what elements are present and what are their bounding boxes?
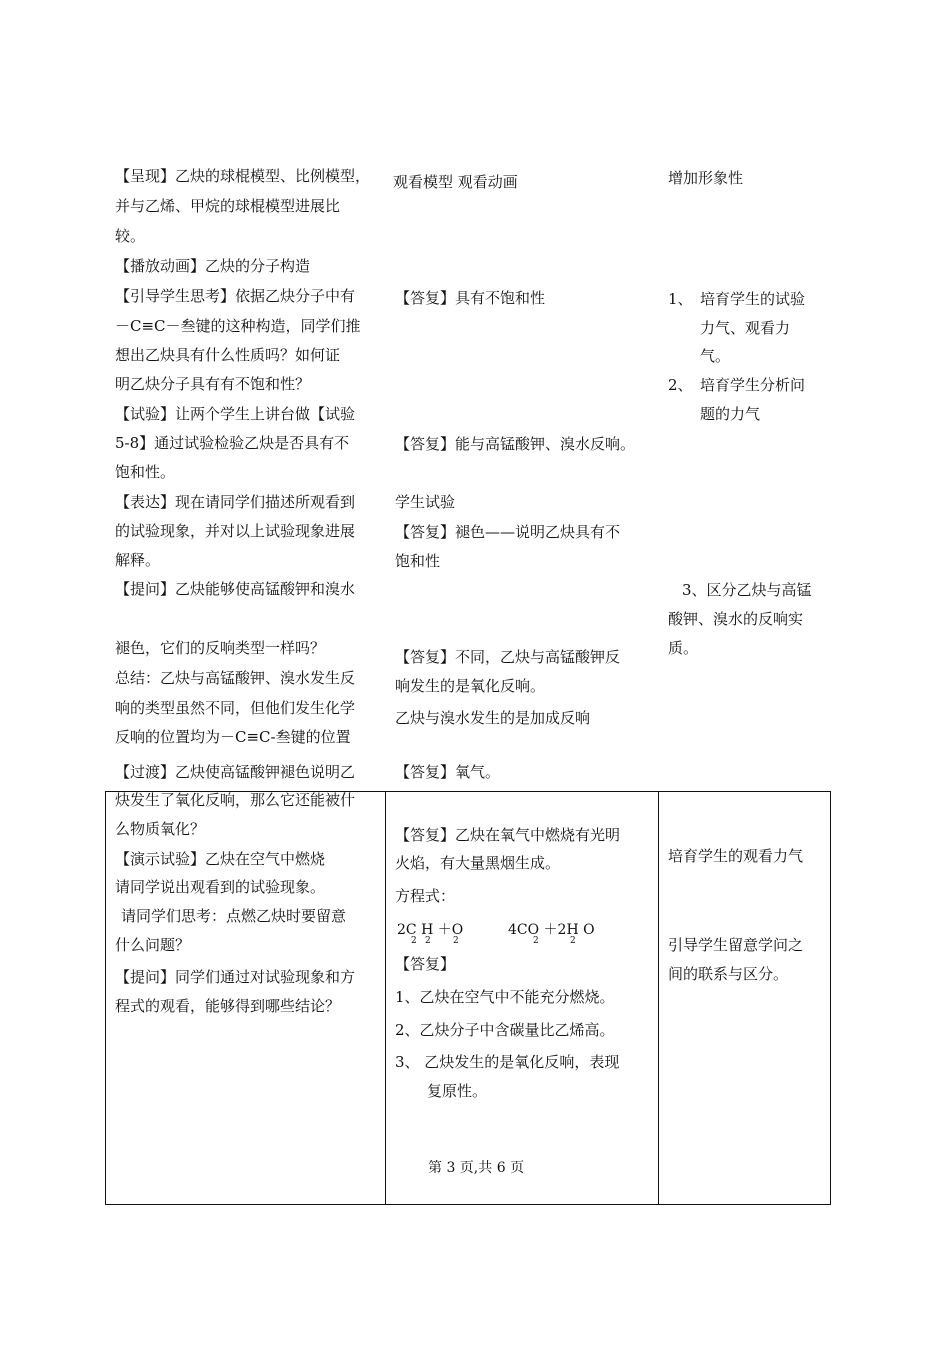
teacher-line-18: 响的类型虽然不同，但他们发生化学 bbox=[115, 699, 356, 717]
teacher-line-28: 程式的观看，能够得到哪些结论？ bbox=[115, 997, 341, 1015]
student-line-16: 2、乙炔分子中含碳量比乙烯高。 bbox=[395, 1021, 615, 1039]
teacher-line-1: 【呈现】乙炔的球棍模型、比例模型， bbox=[115, 167, 371, 185]
teacher-line-22: 么物质氧化？ bbox=[115, 820, 206, 838]
intent-line-8: 酸钾、溴水的反响实 bbox=[668, 610, 804, 628]
subscript-co2: 2 bbox=[533, 936, 539, 946]
student-line-1: 观看模型 观看动画 bbox=[393, 173, 518, 191]
teacher-line-20: 【过渡】乙炔使高锰酸钾褪色说明乙 bbox=[115, 763, 356, 781]
equation-left: 2C H ＋O bbox=[397, 922, 464, 938]
student-line-17: 3、 乙炔发生的是氧化反响，表现 bbox=[395, 1053, 620, 1071]
student-line-13: 方程式： bbox=[395, 887, 456, 905]
student-line-5: 【答复】褪色——说明乙炔具有不 bbox=[395, 523, 621, 541]
intent-line-1: 增加形象性 bbox=[668, 169, 744, 187]
intent-line-3: 力气、观看力 bbox=[700, 319, 791, 337]
student-line-3: 【答复】能与高锰酸钾、溴水反响。 bbox=[395, 435, 636, 453]
teacher-line-4: 【播放动画】乙炔的分子构造 bbox=[115, 257, 311, 275]
student-line-15: 1、乙炔在空气中不能充分燃烧。 bbox=[395, 988, 615, 1006]
intent-line-7: 3、区分乙炔与高锰 bbox=[682, 581, 812, 599]
student-line-7: 【答复】不同，乙炔与高锰酸钾反 bbox=[395, 648, 621, 666]
teacher-line-14: 解释。 bbox=[115, 551, 161, 569]
teacher-line-16: 褪色，它们的反响类型一样吗？ bbox=[115, 639, 326, 657]
teacher-line-7: 想出乙炔具有什么性质吗？如何证 bbox=[115, 346, 341, 364]
teacher-line-11: 饱和性。 bbox=[115, 463, 176, 481]
page-number: 第 3 页,共 6 页 bbox=[428, 1160, 525, 1176]
student-line-14: 【答复】 bbox=[395, 955, 456, 973]
intent-line-6: 题的力气 bbox=[700, 405, 761, 423]
subscript-c: 2 bbox=[411, 936, 417, 946]
teacher-line-9: 【试验】让两个学生上讲台做【试验 bbox=[115, 405, 356, 423]
intent-num-1: 1、 bbox=[668, 290, 693, 308]
teacher-line-3: 较。 bbox=[115, 227, 146, 245]
teacher-line-10: 5-8】通过试验检验乙炔是否具有不 bbox=[115, 434, 350, 452]
subscript-h: 2 bbox=[425, 936, 431, 946]
teacher-line-15: 【提问】乙炔能够使高锰酸钾和溴水 bbox=[115, 580, 356, 598]
teacher-line-25: 请同学们思考：点燃乙炔时要留意 bbox=[121, 907, 347, 925]
teacher-line-26: 什么问题？ bbox=[115, 936, 191, 954]
column-divider-1 bbox=[385, 791, 386, 1204]
teacher-line-24: 请同学说出观看到的试验现象。 bbox=[115, 878, 326, 896]
teacher-line-5: 【引导学生思考】依据乙炔分子中有 bbox=[115, 287, 356, 305]
student-line-11: 【答复】乙炔在氧气中燃烧有光明 bbox=[395, 826, 621, 844]
column-divider-2 bbox=[658, 791, 659, 1204]
teacher-line-19: 反响的位置均为－C≡C-叁键的位置 bbox=[115, 728, 351, 746]
student-line-8: 响发生的是氧化反响。 bbox=[395, 677, 546, 695]
intent-line-9: 质。 bbox=[668, 639, 699, 657]
equation-right: 4CO ＋2H O bbox=[508, 922, 595, 938]
intent-line-4: 气。 bbox=[700, 347, 731, 365]
student-line-18: 复原性。 bbox=[427, 1082, 488, 1100]
teacher-line-6: －C≡C－叁键的这种构造，同学们推 bbox=[115, 317, 361, 335]
teacher-line-27: 【提问】同学们通过对试验现象和方 bbox=[115, 968, 356, 986]
teacher-line-21: 炔发生了氧化反响，那么它还能被什 bbox=[115, 791, 356, 809]
teacher-line-13: 的试验现象，并对以上试验现象进展 bbox=[115, 522, 356, 540]
teacher-line-17: 总结：乙炔与高锰酸钾、溴水发生反 bbox=[115, 669, 356, 687]
intent-line-12: 间的联系与区分。 bbox=[668, 965, 789, 983]
student-line-12: 火焰，有大量黑烟生成。 bbox=[395, 854, 561, 872]
intent-num-2: 2、 bbox=[668, 376, 693, 394]
intent-line-5: 培育学生分析问 bbox=[700, 376, 806, 394]
teacher-line-8: 明乙炔分子具有有不饱和性？ bbox=[115, 375, 311, 393]
student-line-4: 学生试验 bbox=[395, 493, 456, 511]
intent-line-2: 培育学生的试验 bbox=[700, 290, 806, 308]
intent-line-10: 培育学生的观看力气 bbox=[668, 847, 804, 865]
student-line-10: 【答复】氧气。 bbox=[395, 763, 501, 781]
student-line-6: 饱和性 bbox=[395, 552, 441, 570]
teacher-line-23: 【演示试验】乙炔在空气中燃烧 bbox=[115, 850, 326, 868]
teacher-line-12: 【表达】现在请同学们描述所观看到 bbox=[115, 493, 356, 511]
student-line-2: 【答复】具有不饱和性 bbox=[395, 289, 546, 307]
subscript-o: 2 bbox=[453, 936, 459, 946]
intent-line-11: 引导学生留意学问之 bbox=[668, 936, 804, 954]
subscript-h2o: 2 bbox=[570, 936, 576, 946]
teacher-line-2: 并与乙烯、甲烷的球棍模型进展比 bbox=[115, 197, 341, 215]
student-line-9: 乙炔与溴水发生的是加成反响 bbox=[395, 709, 591, 727]
